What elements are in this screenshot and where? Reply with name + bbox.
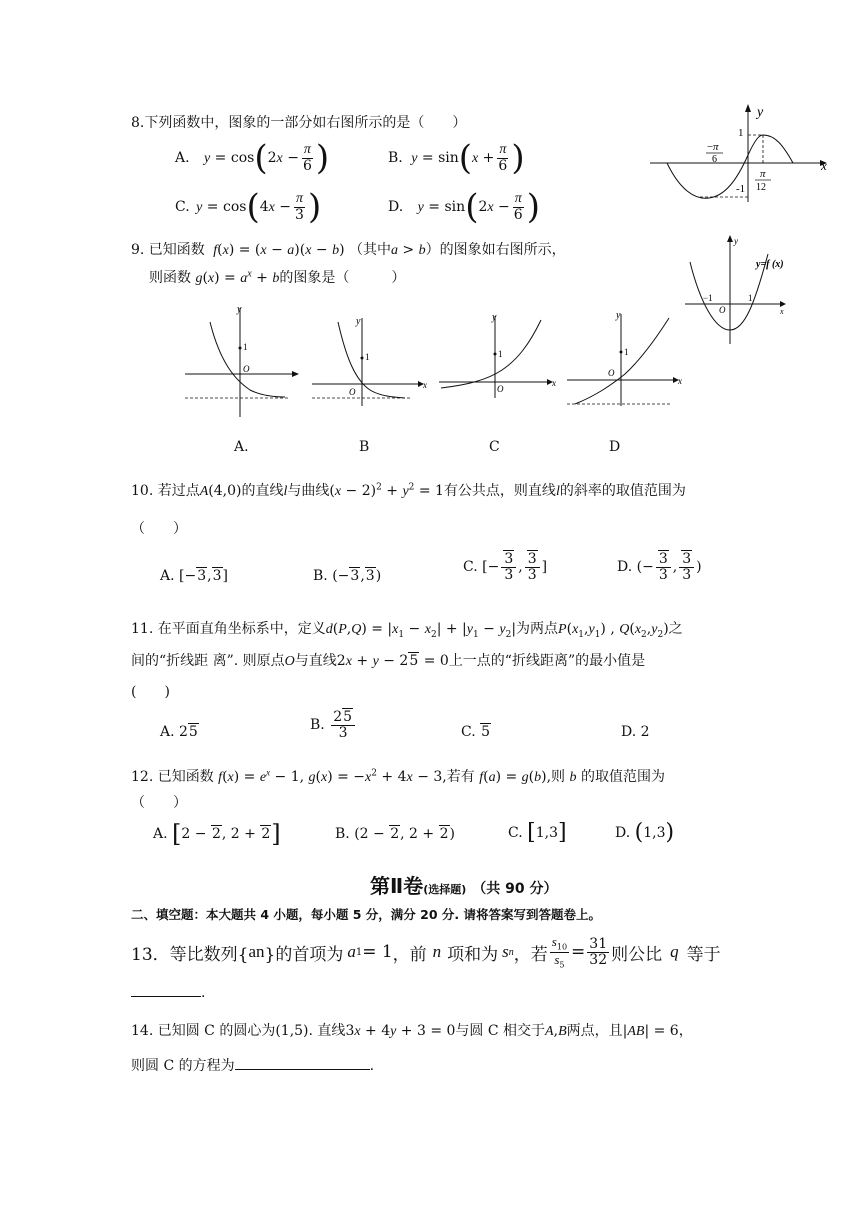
den-six: 6: [712, 154, 717, 165]
q11-option-d: D. 2: [621, 724, 650, 740]
origin-label: O: [719, 305, 726, 315]
q11-option-a: A. 25: [160, 724, 198, 740]
origin-label: O: [349, 387, 356, 397]
q13-stem: 13．等比数列{ an }的首项为 a 1 = 1 ，前 n 项和为 s n ，若 $\frac{s_{10}}{s_5}$ = $\frac{31}{32}$ 则公比 q 等于: [131, 934, 721, 970]
q9-label-b: B: [359, 439, 370, 455]
origin-label: O: [608, 368, 615, 378]
pi-right: π: [760, 168, 766, 180]
axis-label-x: x: [423, 380, 427, 390]
neg-sign: −: [707, 141, 714, 153]
axis-label-y: y: [616, 310, 621, 321]
tick-one: 1: [748, 293, 753, 303]
q10-option-c: C. [− $\frac{3}{3}$ , $\frac{3}{3}$ ]: [463, 551, 548, 583]
pi-left: π: [713, 141, 719, 153]
option-label: B.: [388, 150, 403, 166]
q11-option-b: B. $\frac{25}{3}$: [310, 710, 357, 740]
tick-one: 1: [243, 342, 248, 352]
axis-label-y: y: [734, 236, 738, 246]
axis-label-x: x: [821, 158, 827, 173]
q12-option-d: D. (1,3): [615, 820, 675, 845]
q12-stem: 12. 已知函数 $f(x) = e^x - 1$, $g(x) = -x^2 + 4x - 3$,若有 f(a) = g(b),则 b 的取值范围为: [131, 767, 665, 785]
q10-stem: 10. 若过点A(4,0)的直线l与曲线$(x - 2)^2 + y^2 = 1$有公共点，则直线l的斜率的取值范围为: [131, 482, 686, 499]
q9-reference-graph: [680, 232, 790, 347]
q9-line-1: 9. 已知函数 f(x) = (x − a)(x − b) （其中a > b）的图象如右图所示，: [131, 242, 566, 258]
q9-label-d: D: [609, 439, 621, 455]
graph-title: y=f (x): [756, 259, 784, 270]
q10-option-b: B. (−3,3): [313, 568, 382, 584]
axis-label-y: y: [356, 316, 361, 327]
q11-line-1: 11. 在平面直角坐标系中，定义$d(P,Q) = |x_1 - x_2| + |y_1 - y_2|$为两点$P(x_1,y_1)$ , $Q(x_2,y_2)$之: [131, 621, 683, 640]
axis-label-x: x: [678, 376, 682, 386]
q9-option-c-graph: [437, 310, 559, 400]
option-label: D.: [388, 199, 404, 215]
q8-option-d: D. y = sin(2x − $\frac{\pi}{6}$ ): [388, 187, 540, 227]
section-instruction: 二、填空题：本大题共 4 小题，每小题 5 分，满分 20 分. 请将答案写到答题卷上。: [131, 907, 602, 922]
q9-line-2: 则函数 $g(x) = a^x + b$的图象是（ ）: [149, 268, 406, 286]
option-label: C.: [175, 199, 190, 215]
tick-neg-one: -1: [736, 183, 746, 195]
q14-line-2: 则圆 C 的方程为 .: [131, 1058, 375, 1074]
section-title: 第Ⅱ卷(选择题) （共 90 分）: [370, 874, 558, 898]
q9-option-b-graph: [310, 312, 432, 408]
axis-label-x: x: [552, 378, 556, 388]
tick-one: 1: [738, 127, 744, 139]
q11-paren: ( ): [131, 684, 170, 700]
q12-option-b: B. (2 − 2, 2 + 2): [335, 826, 455, 842]
q8-option-a: A. y = cos(2x − $\frac{\pi}{6}$ ): [175, 138, 330, 178]
q12-paren: （ ）: [131, 795, 187, 811]
q12-option-a: A. [2 − 2, 2 + 2]: [153, 820, 281, 848]
q11-option-c: C. 5: [461, 724, 491, 740]
q10-paren: （ ）: [131, 521, 187, 537]
q8-option-c: C. y = cos(4x − $\frac{\pi}{3}$ ): [175, 187, 322, 227]
q9-label-c: C: [489, 439, 500, 455]
origin-label: O: [243, 364, 250, 374]
q11-line-2: 间的“折线距 离”. 则原点O与直线2x + y − 25 = 0上一点的“折线距离”的最小值是: [131, 653, 646, 669]
q14-answer-blank[interactable]: [235, 1057, 370, 1070]
q10-option-a: A. [−3,3]: [160, 568, 228, 584]
q14-line-1: 14. 已知圆 C 的圆心为(1,5). 直线3x + 4y + 3 = 0与圆 C 相交于A,B两点，且|AB| = 6，: [131, 1023, 693, 1039]
axis-label-y: y: [757, 105, 764, 120]
origin-label: O: [497, 384, 504, 394]
tick-one: 1: [365, 352, 370, 362]
q9-option-a-graph: [180, 302, 302, 420]
q8-stem: 8.下列函数中，图象的一部分如右图所示的是（ ）: [131, 115, 467, 131]
tick-one: 1: [624, 347, 629, 357]
q8-graph: [645, 100, 835, 205]
axis-label-y: y: [492, 312, 497, 323]
tick-neg-one: −1: [703, 293, 713, 303]
tick-one: 1: [498, 349, 503, 359]
q10-option-d: D. (− $\frac{3}{3}$ , $\frac{3}{3}$ ): [617, 551, 702, 583]
den-twelve: 12: [756, 182, 766, 193]
option-label: A.: [175, 150, 190, 166]
q12-option-c: C. [1,3]: [508, 820, 567, 845]
axis-label-y: y: [237, 304, 242, 315]
q13-answer-blank[interactable]: .: [131, 984, 205, 1001]
axis-label-x: x: [780, 307, 784, 316]
q9-label-a: A.: [234, 439, 249, 455]
q8-option-b: B. y = sin(x + $\frac{\pi}{6}$ ): [388, 138, 525, 178]
q9-option-d-graph: [565, 308, 687, 408]
